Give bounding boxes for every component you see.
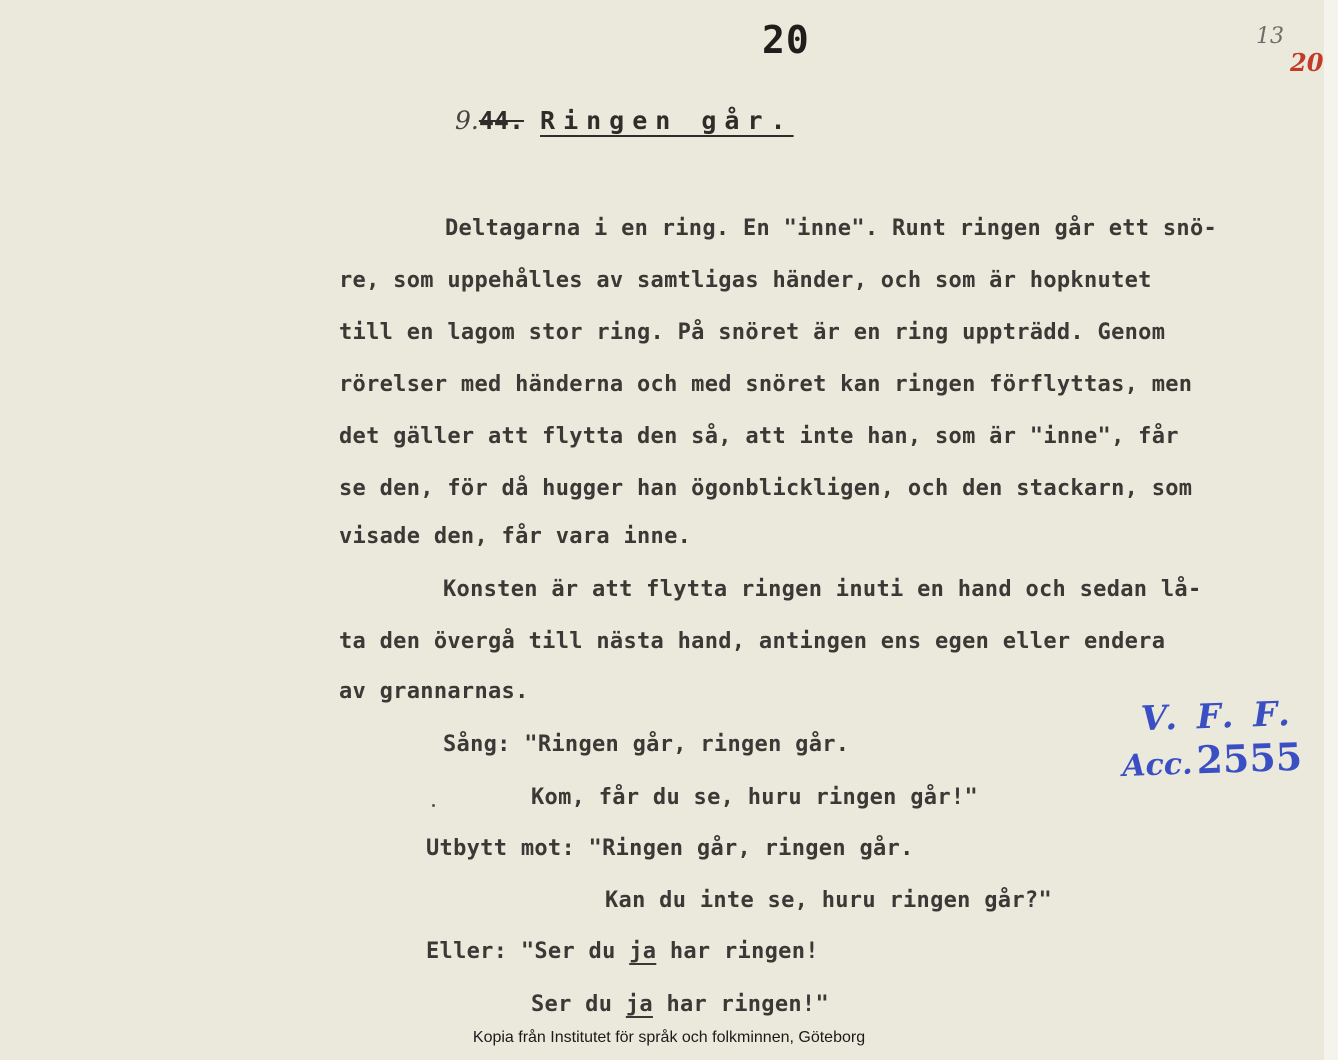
pencil-note: 13 — [1256, 24, 1284, 49]
text-line: Konsten är att flytta ringen inuti en hand och sedan lå- — [443, 577, 1202, 602]
song-text: Ser du — [531, 992, 626, 1017]
song-line: Utbytt mot: "Ringen går, ringen går. — [426, 836, 914, 861]
ink-dot — [432, 804, 435, 807]
text-line: rörelser med händerna och med snöret kan ringen förflyttas, men — [339, 372, 1193, 397]
song-line — [426, 939, 819, 964]
page-edge — [1324, 0, 1338, 1060]
text-line: se den, för då hugger han ögonblickligen, och den stackarn, som — [339, 476, 1193, 501]
text-line: av grannarnas. — [339, 679, 529, 704]
song-text: har ringen! — [656, 939, 819, 964]
section-heading — [455, 106, 794, 135]
stamp-line: V. F. F. — [1139, 693, 1295, 740]
text-line: till en lagom stor ring. På snöret är en ring uppträdd. Genom — [339, 320, 1166, 345]
text-line: ta den övergå till nästa hand, antingen ens egen eller endera — [339, 629, 1166, 654]
song-line — [531, 992, 829, 1017]
stamp-accession — [1121, 734, 1302, 785]
page-title: Ringen går. — [540, 106, 794, 135]
page-number: 20 — [762, 18, 810, 62]
song-text: har ringen!" — [652, 992, 830, 1017]
text-line: Deltagarna i en ring. En "inne". Runt ringen går ett snö- — [445, 216, 1218, 241]
song-text: Eller: "Ser du — [426, 939, 630, 964]
song-line: Sång: "Ringen går, ringen går. — [443, 732, 850, 757]
song-line: Kan du inte se, huru ringen går?" — [605, 888, 1052, 913]
struck-number: 44. — [478, 106, 525, 135]
stamp-acc-number: 2555 — [1195, 733, 1303, 783]
stamp-acc-label: Acc. — [1121, 746, 1194, 784]
red-note: 20 — [1290, 48, 1324, 77]
song-line: Kom, får du se, huru ringen går!" — [531, 785, 978, 810]
underlined-word: ja — [625, 992, 653, 1017]
handwritten-number: 9. — [455, 106, 479, 135]
text-line: re, som uppehålles av samtligas händer, och som är hopknutet — [339, 268, 1152, 293]
copy-footer: Kopia från Institutet för språk och folkminnen, Göteborg — [472, 1029, 866, 1046]
text-line: visade den, får vara inne. — [339, 524, 692, 549]
text-line: det gäller att flytta den så, att inte han, som är "inne", får — [339, 424, 1179, 449]
underlined-word: ja — [629, 939, 657, 964]
